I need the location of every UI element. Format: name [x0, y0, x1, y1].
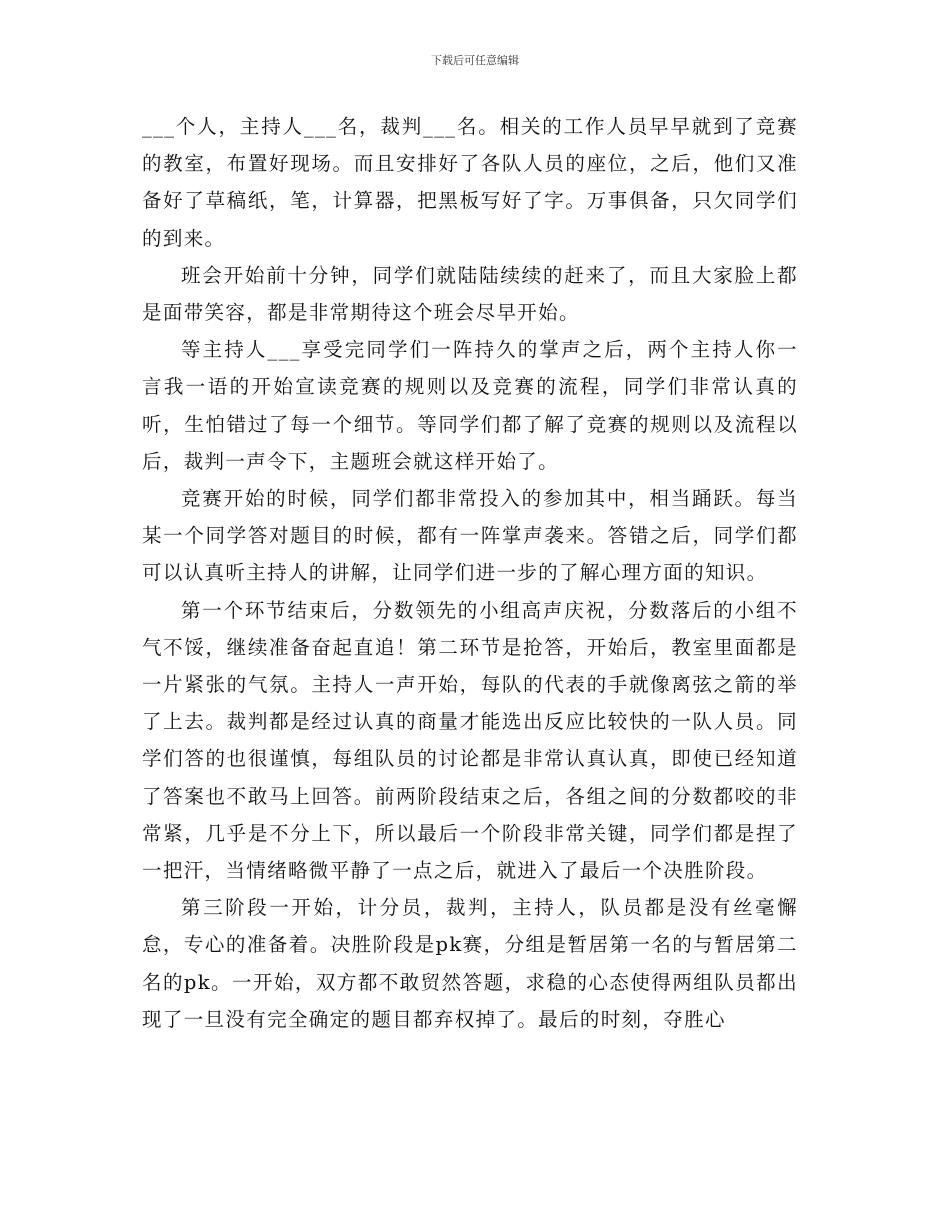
paragraph: 第一个环节结束后，分数领先的小组高声庆祝，分数落后的小组不气不馁，继续准备奋起直追！第二环节是抢答，开始后，教室里面都是一片紧张的气氛。主持人一声开始，每队的代表的手就像离弦之箭的举了上去。裁判都是经过认真的商量才能选出反应比较快的一队人员。同学们答的也很谨慎，每组队员的讨论都是非常认真认真，即使已经知道了答案也不敢马上回答。前两阶段结束之后，各组之间的分数都咬的非常紧，几乎是不分上下，所以最后一个阶段非常关键，同学们都是捏了一把汗，当情绪略微平静了一点之后，就进入了最后一个决胜阶段。	[142, 598, 798, 883]
paragraph-continuation: ___个人，主持人___名，裁判___名。相关的工作人员早早就到了竞赛的教室，布置好现场。而且安排好了各队人员的座位，之后，他们又准备好了草稿纸，笔，计算器，把黑板写好了字。万事俱备，只欠同学们的到来。	[142, 115, 798, 250]
paragraph: 竞赛开始的时候，同学们都非常投入的参加其中，相当踊跃。每当某一个同学答对题目的时候，都有一阵掌声袭来。答错之后，同学们都可以认真听主持人的讲解，让同学们进一步的了解心理方面的知识。	[142, 487, 798, 585]
paragraph: 班会开始前十分钟，同学们就陆陆续续的赶来了，而且大家脸上都是面带笑容，都是非常期待这个班会尽早开始。	[142, 263, 798, 325]
page-header: 下载后可任意编辑	[431, 54, 519, 67]
paragraph: 等主持人___享受完同学们一阵持久的掌声之后，两个主持人你一言我一语的开始宣读竞赛的规则以及竞赛的流程，同学们非常认真的听，生怕错过了每一个细节。等同学们都了解了竞赛的规则以及流程以后，裁判一声令下，主题班会就这样开始了。	[142, 338, 798, 473]
paragraph: 第三阶段一开始，计分员，裁判，主持人，队员都是没有丝毫懈怠，专心的准备着。决胜阶段是pk赛，分组是暂居第一名的与暂居第二名的pk。一开始，双方都不敢贸然答题，求稳的心态使得两组队员都出现了一旦没有完全确定的题目都弃权掉了。最后的时刻，夺胜心	[142, 896, 798, 1031]
document-body	[142, 108, 798, 1038]
